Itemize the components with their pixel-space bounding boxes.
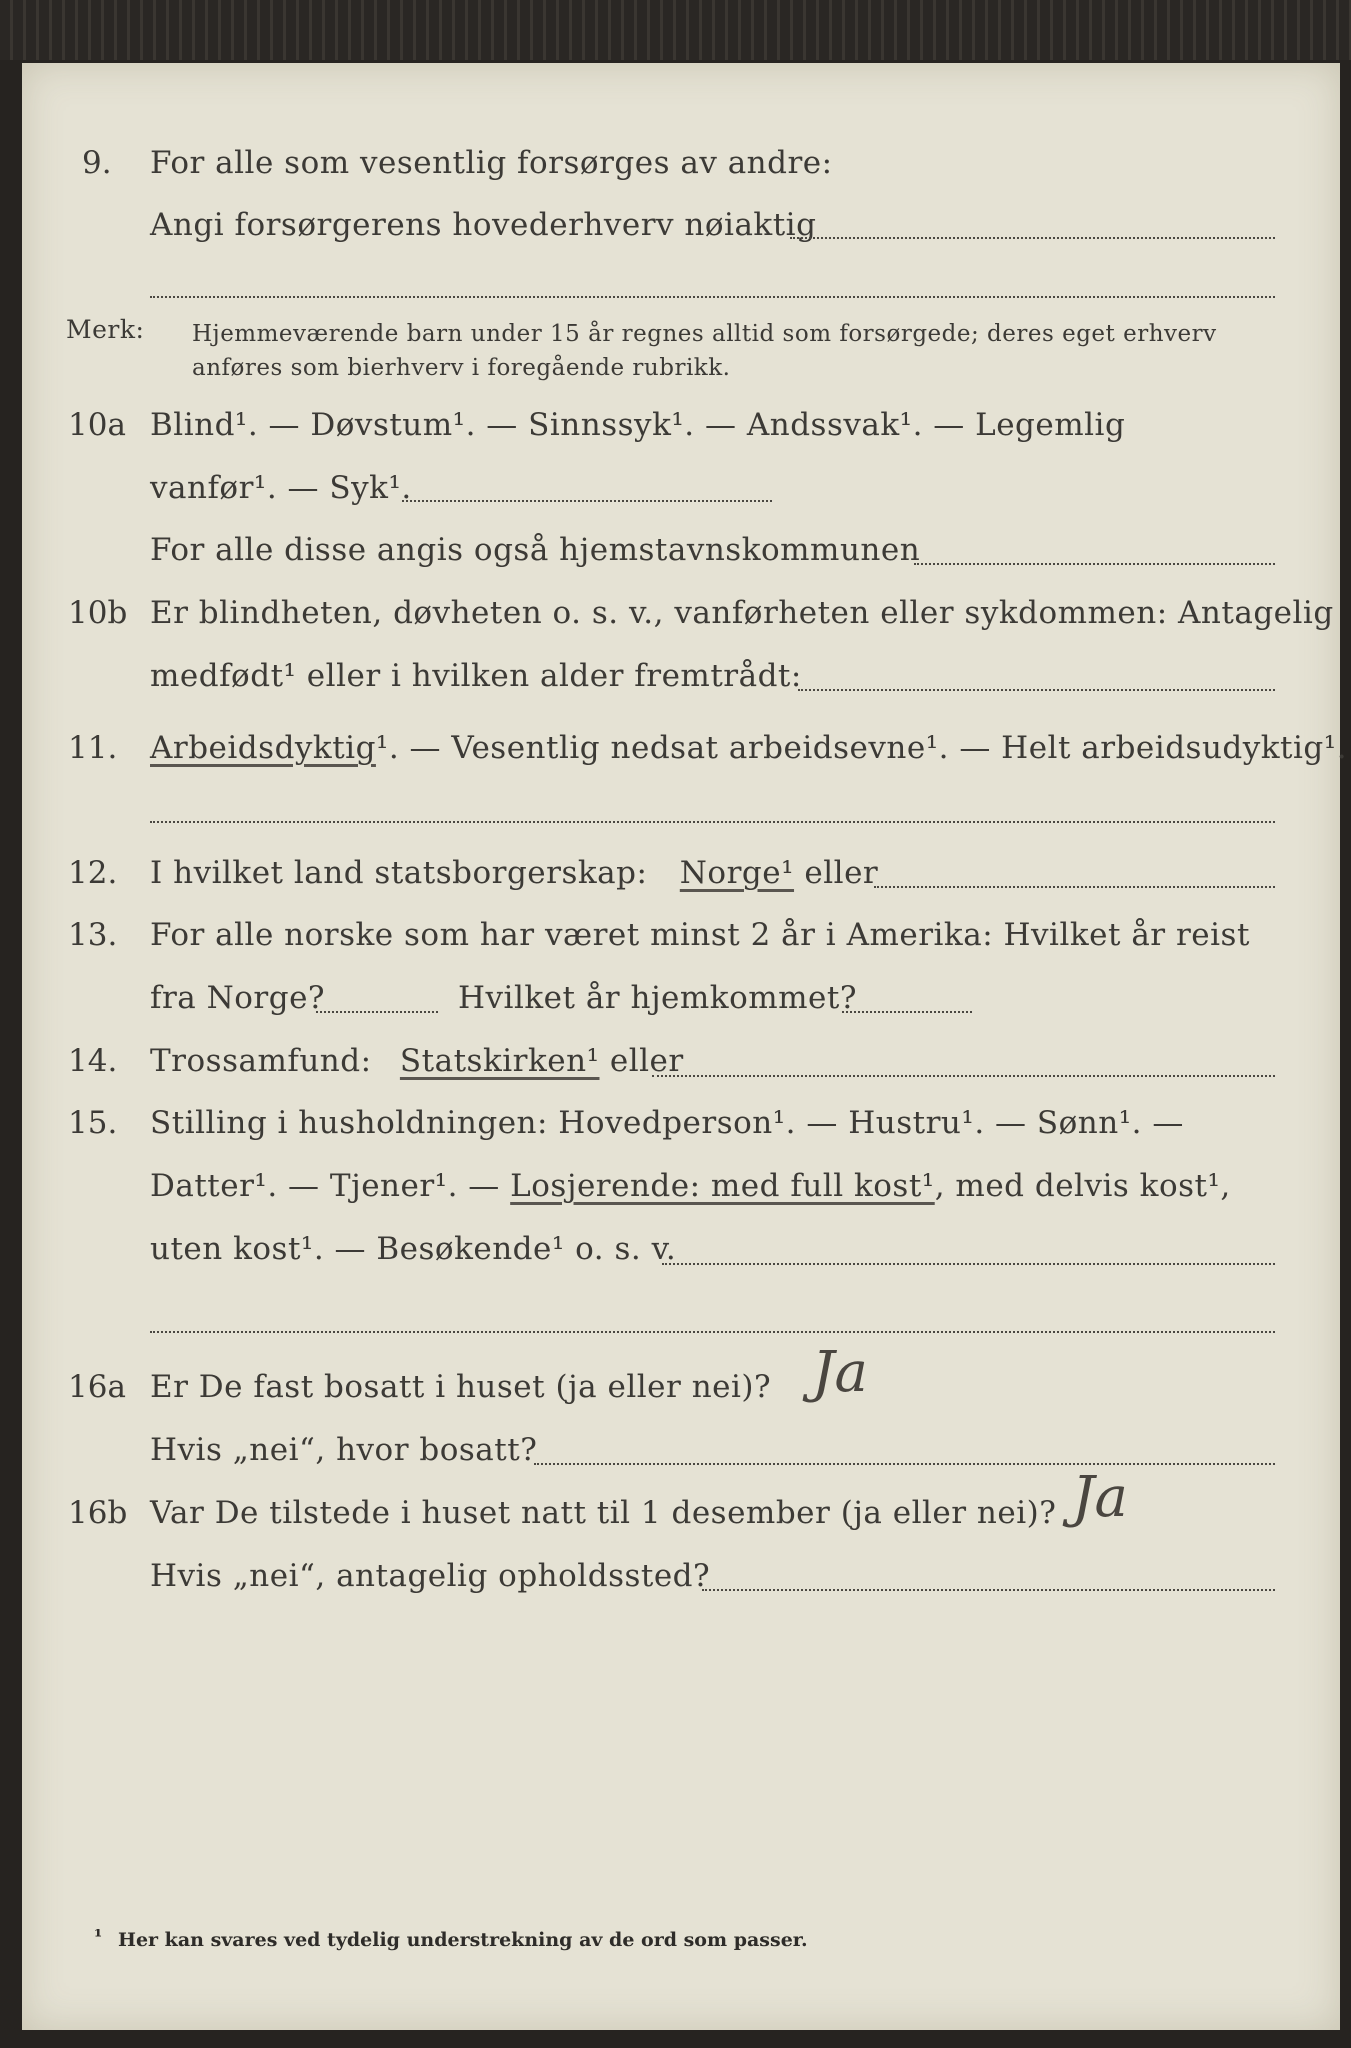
q16a-answer-field[interactable] bbox=[534, 1463, 1275, 1465]
q13-number: 13. bbox=[68, 917, 118, 953]
q10a-municipality-field[interactable] bbox=[914, 563, 1275, 565]
q16b-line2: Hvis „nei“, antagelig opholdssted? bbox=[150, 1558, 711, 1594]
q16a-line2: Hvis „nei“, hvor bosatt? bbox=[150, 1432, 538, 1468]
scan-top-edge bbox=[0, 0, 1351, 60]
q14-suffix: eller bbox=[609, 1043, 684, 1079]
q16a-line1: Er De fast bosatt i huset (ja eller nei)? bbox=[150, 1369, 772, 1405]
q12-underlined-answer: Norge¹ bbox=[679, 855, 795, 891]
merk-line2: anføres som bierhverv i foregående rubrikk. bbox=[192, 355, 731, 381]
q10b-number: 10b bbox=[68, 595, 128, 631]
q10a-line3: For alle disse angis også hjemstavnskommunen bbox=[150, 532, 921, 568]
q15-answer-field-2[interactable] bbox=[150, 1331, 1275, 1333]
q10a-number: 10a bbox=[68, 407, 126, 443]
q15-answer-field[interactable] bbox=[662, 1263, 1275, 1265]
q12-suffix: eller bbox=[804, 855, 879, 891]
q14-number: 14. bbox=[68, 1043, 118, 1079]
q12-line bbox=[150, 853, 878, 893]
q10b-line1: Er blindheten, døvheten o. s. v., vanførheten eller sykdommen: Antagelig bbox=[150, 595, 1334, 631]
q14-line bbox=[150, 1041, 684, 1081]
q16a-number: 16a bbox=[68, 1369, 126, 1405]
q11-answer-field[interactable] bbox=[150, 821, 1275, 823]
footnote-text: Her kan svares ved tydelig understrekning av de ord som passer. bbox=[118, 1929, 808, 1951]
q9-answer-field-2[interactable] bbox=[150, 296, 1275, 298]
q10a-answer-field[interactable] bbox=[402, 500, 772, 502]
q13-year-left-field[interactable] bbox=[316, 1011, 438, 1013]
q12-number: 12. bbox=[68, 855, 118, 891]
q12-answer-field[interactable] bbox=[874, 886, 1275, 888]
q13-line2b: Hvilket år hjemkommet? bbox=[458, 980, 857, 1016]
q9-number: 9. bbox=[82, 145, 112, 181]
q15-line3: uten kost¹. — Besøkende¹ o. s. v. bbox=[150, 1231, 677, 1267]
q15-number: 15. bbox=[68, 1105, 118, 1141]
merk-line1: Hjemmeværende barn under 15 år regnes alltid som forsørgede; deres eget erhverv bbox=[192, 321, 1217, 347]
q9-line1: For alle som vesentlig forsørges av andre: bbox=[150, 145, 833, 181]
q11-line bbox=[150, 728, 1347, 768]
q15-line2a: Datter¹. — Tjener¹. — bbox=[150, 1168, 500, 1204]
footnote-mark: ¹ bbox=[94, 1926, 103, 1948]
q15-line2 bbox=[150, 1166, 1231, 1206]
q10a-line1: Blind¹. — Døvstum¹. — Sinnssyk¹. — Andssvak¹. — Legemlig bbox=[150, 407, 1126, 443]
q16b-answer-field[interactable] bbox=[702, 1589, 1275, 1591]
q14-prefix: Trossamfund: bbox=[150, 1043, 372, 1079]
q16b-number: 16b bbox=[68, 1495, 128, 1531]
q11-options: ¹. — Vesentlig nedsat arbeidsevne¹. — Helt arbeidsudyktig¹. bbox=[375, 730, 1348, 766]
q15-underlined-answer: Losjerende: med full kost¹ bbox=[510, 1168, 935, 1204]
q16a-handwritten-answer: Ja bbox=[812, 1340, 868, 1405]
merk-label: Merk: bbox=[66, 315, 145, 344]
q13-year-returned-field[interactable] bbox=[842, 1011, 972, 1013]
q10b-line2: medfødt¹ eller i hvilken alder fremtrådt: bbox=[150, 658, 802, 694]
q16b-handwritten-answer: Ja bbox=[1072, 1465, 1128, 1530]
q11-number: 11. bbox=[68, 730, 118, 766]
q13-line1: For alle norske som har været minst 2 år i Amerika: Hvilket år reist bbox=[150, 917, 1250, 953]
q14-answer-field[interactable] bbox=[652, 1075, 1275, 1077]
q10b-answer-field[interactable] bbox=[798, 689, 1275, 691]
q14-underlined-answer: Statskirken¹ bbox=[399, 1043, 600, 1079]
q15-line1: Stilling i husholdningen: Hovedperson¹. — Hustru¹. — Sønn¹. — bbox=[150, 1105, 1184, 1141]
q10a-line2: vanfør¹. — Syk¹. bbox=[150, 470, 412, 506]
form-sheet bbox=[22, 63, 1348, 2030]
q9-answer-field[interactable] bbox=[790, 237, 1275, 239]
q15-line2c: , med delvis kost¹, bbox=[934, 1168, 1231, 1204]
q9-line2: Angi forsørgerens hovederhverv nøiaktig bbox=[150, 207, 817, 243]
q11-underlined-answer: Arbeidsdyktig bbox=[150, 730, 376, 766]
q13-line2a: fra Norge? bbox=[150, 980, 326, 1016]
q12-prefix: I hvilket land statsborgerskap: bbox=[150, 855, 648, 891]
q16b-line1: Var De tilstede i huset natt til 1 desember (ja eller nei)? bbox=[150, 1495, 1057, 1531]
